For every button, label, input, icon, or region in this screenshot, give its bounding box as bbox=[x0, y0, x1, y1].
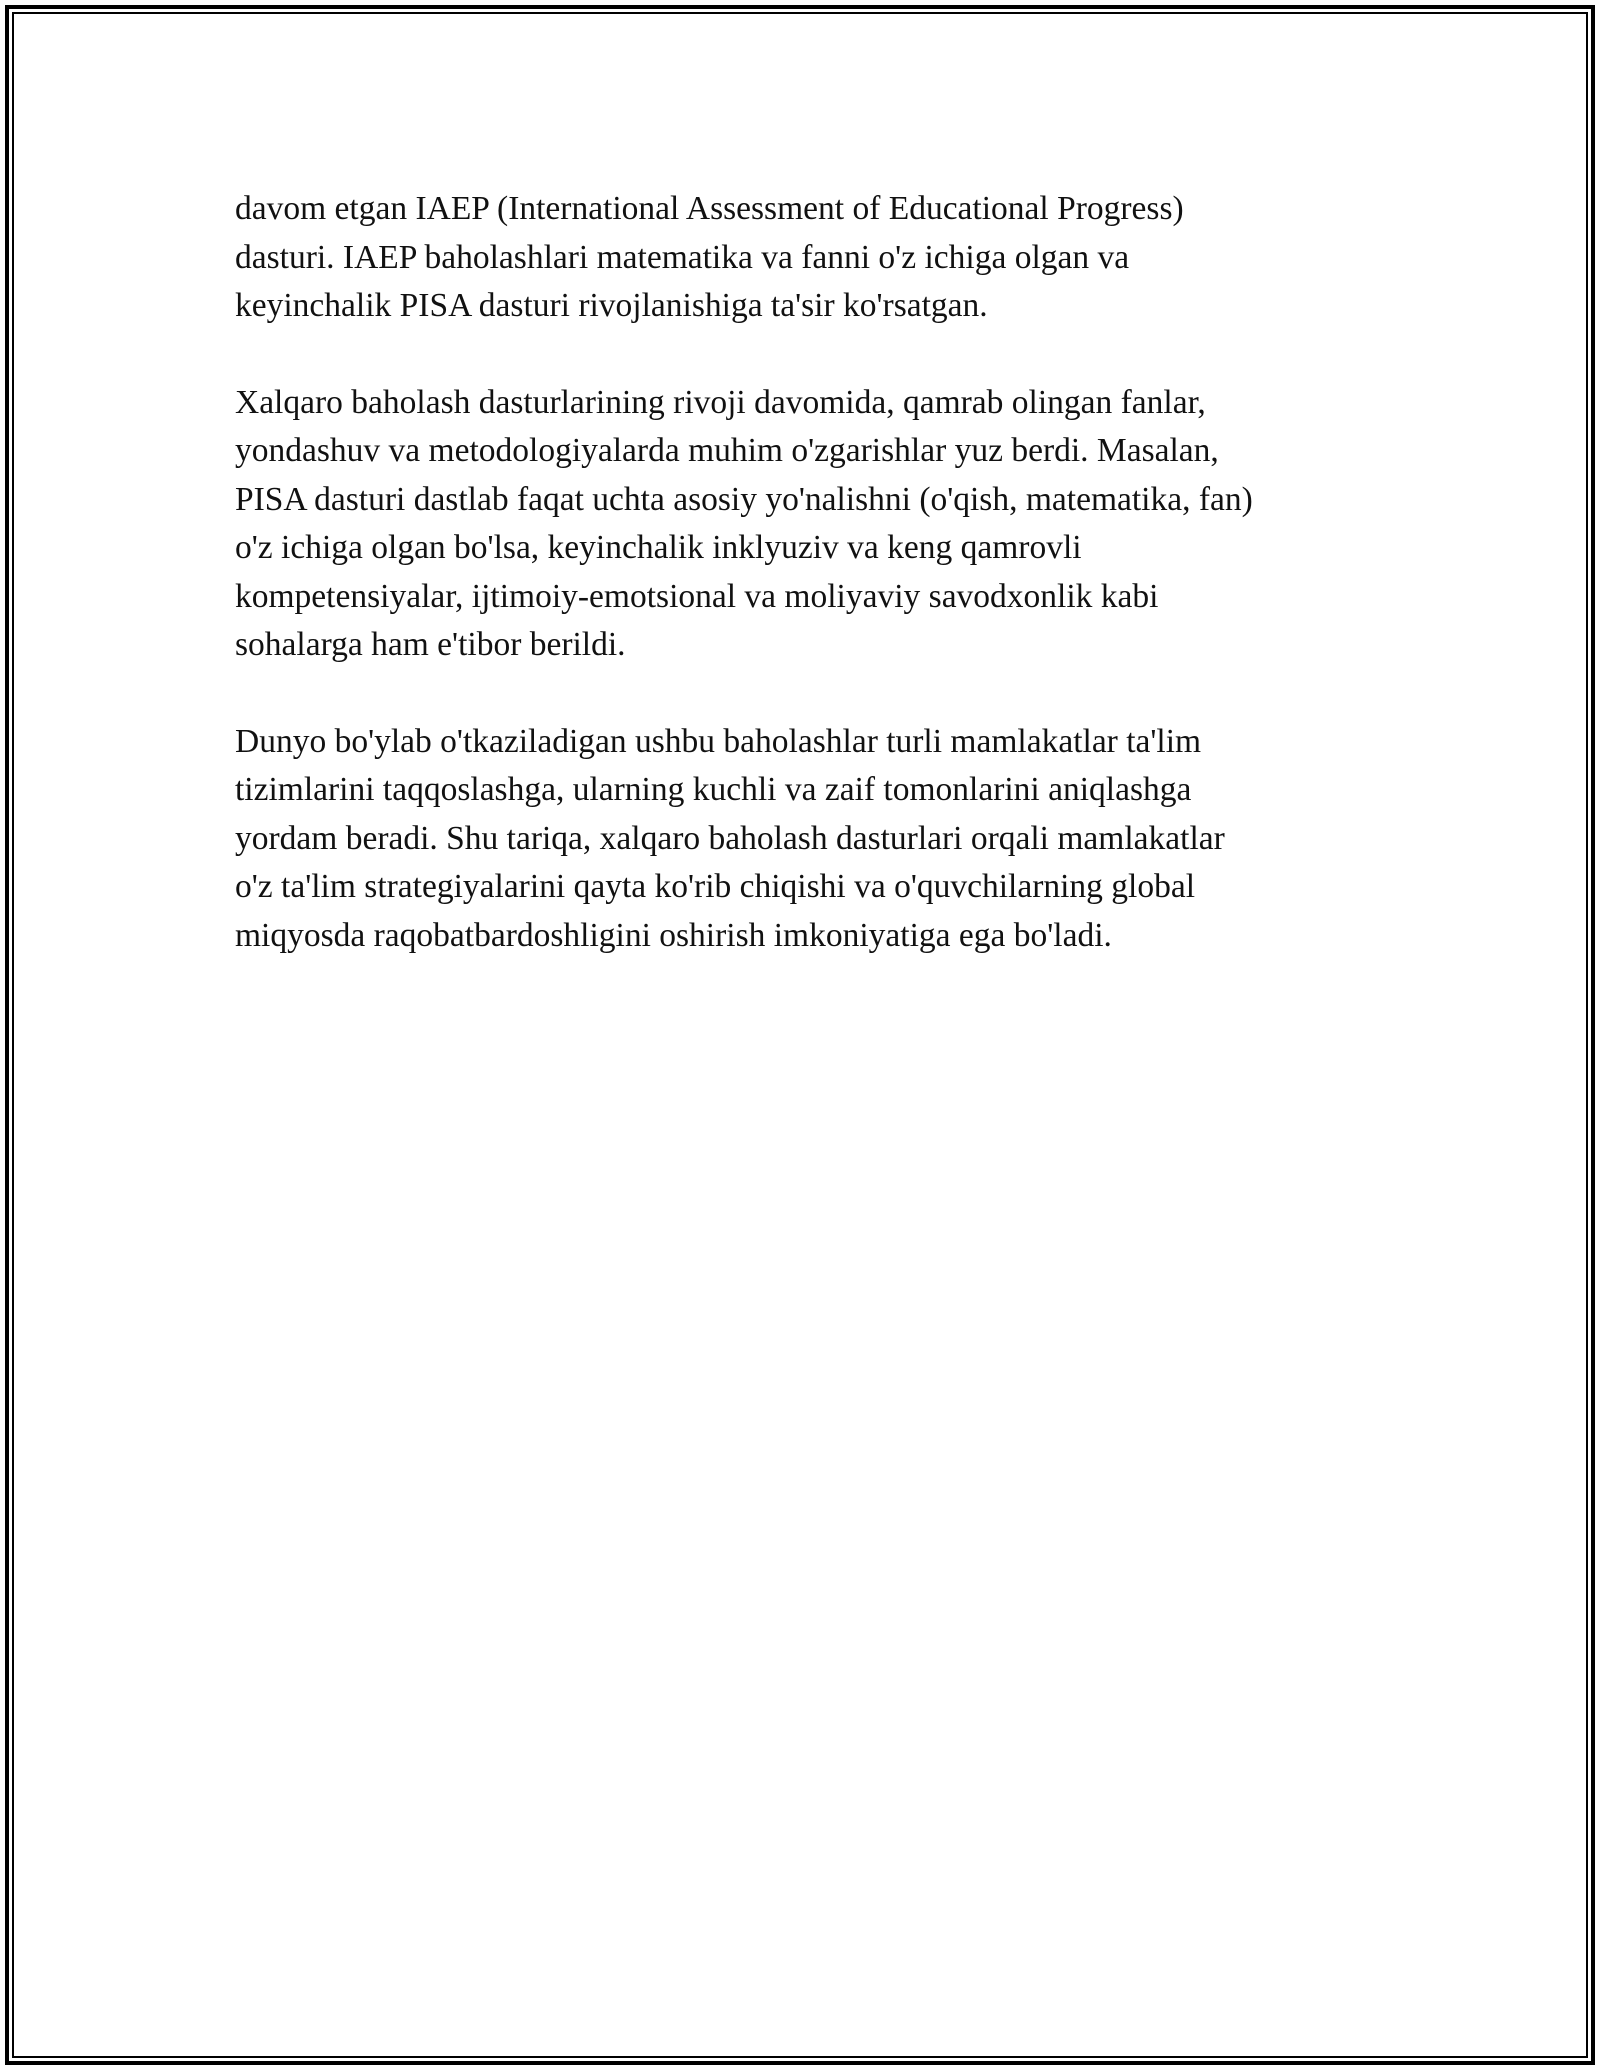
text-line: sohalarga ham e'tibor berildi. bbox=[235, 626, 626, 663]
text-line: Xalqaro baholash dasturlarining rivoji davomida, qamrab olingan fanlar, bbox=[235, 383, 1206, 421]
text-line: keyinchalik PISA dasturi rivojlanishiga ta'sir ko'rsatgan. bbox=[235, 287, 988, 324]
text-line: davom etgan IAEP (International Assessment of Educational Progress) bbox=[235, 190, 1184, 227]
text-line: kompetensiyalar, ijtimoiy-emotsional va moliyaviy savodxonlik kabi bbox=[235, 577, 1159, 615]
text-line: miqyosda raqobatbardoshligini oshirish imkoniyatiga ega bo'ladi. bbox=[235, 916, 1112, 954]
text-line: PISA dasturi dastlab faqat uchta asosiy yo'nalishni (o'qish, matematika, fan) bbox=[235, 480, 1253, 518]
text-line: yordam beradi. Shu tariqa, xalqaro baholash dasturlari orqali mamlakatlar bbox=[235, 819, 1225, 857]
text-line: dasturi. IAEP baholashlari matematika va fanni o'z ichiga olgan va bbox=[235, 238, 1130, 276]
text-line: o'z ichiga olgan bo'lsa, keyinchalik inklyuziv va keng qamrovli bbox=[235, 529, 1082, 566]
text-line: tizimlarini taqqoslashga, ularning kuchli va zaif tomonlarini aniqlashga bbox=[235, 771, 1192, 808]
text-line: Dunyo bo'ylab o'tkaziladigan ushbu baholashlar turli mamlakatlar ta'lim bbox=[235, 722, 1202, 760]
paragraph-2 bbox=[235, 379, 1370, 670]
text-line: o'z ta'lim strategiyalarini qayta ko'rib chiqishi va o'quvchilarning global bbox=[235, 868, 1196, 905]
paragraph-1 bbox=[235, 185, 1370, 331]
paragraph-3 bbox=[235, 718, 1370, 961]
document-body bbox=[235, 185, 1370, 1008]
text-line: yondashuv va metodologiyalarda muhim o'zgarishlar yuz berdi. Masalan, bbox=[235, 432, 1219, 469]
